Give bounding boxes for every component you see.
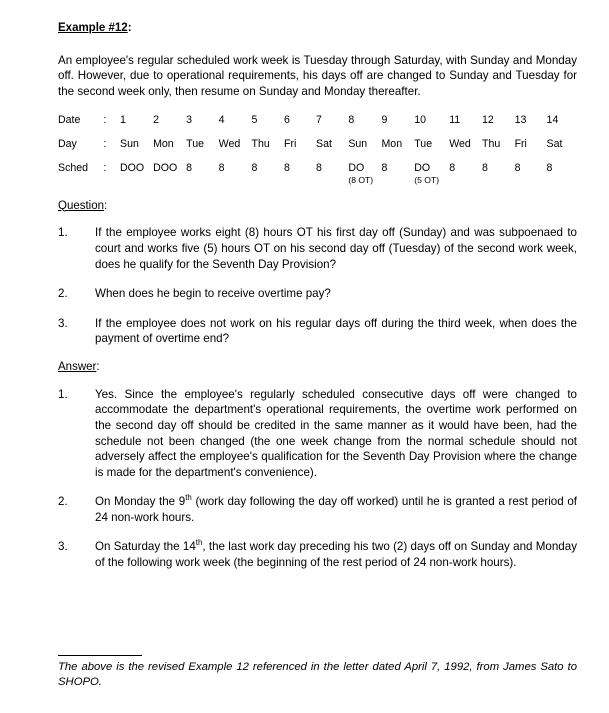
day-cell-10: Tue bbox=[414, 137, 433, 150]
day-cell-2: Mon bbox=[153, 137, 174, 150]
list-item bbox=[58, 539, 577, 570]
date-cell-5: 5 bbox=[251, 113, 258, 126]
sched-main-12: 8 bbox=[482, 161, 488, 174]
sched-cell-2 bbox=[153, 162, 186, 186]
day-cell-13: Fri bbox=[514, 137, 527, 150]
page-title-text: Example #12 bbox=[58, 22, 128, 34]
footnote bbox=[58, 655, 577, 691]
sched-cell-13 bbox=[515, 162, 547, 186]
sched-main-13: 8 bbox=[514, 161, 521, 174]
question-heading-suffix: : bbox=[104, 199, 108, 212]
answer-text-1: Yes. Since the employee's regularly scheduled consecutive days off were changed to accommodate the department's operational requirements, the overtime work performed on the second day off should be credited in the same manner as it would have been, had the schedule not been changed (the one week change from the normal schedule should not adversely affect the employee's qualification for the Seventh Day Provision where the change is made for the department's convenience). bbox=[95, 387, 577, 479]
date-cell-12: 12 bbox=[482, 113, 494, 126]
day-cell-12: Thu bbox=[482, 137, 501, 150]
question-number-2: 2. bbox=[58, 287, 68, 301]
sched-main-6: 8 bbox=[284, 161, 290, 174]
question-section bbox=[58, 200, 579, 347]
question-number-1: 1. bbox=[58, 226, 68, 240]
sched-cell-12 bbox=[482, 162, 515, 186]
sched-main-5: 8 bbox=[251, 161, 258, 174]
sched-cell-1 bbox=[120, 162, 153, 186]
sched-sub-8: (8 OT) bbox=[348, 174, 374, 185]
question-heading bbox=[58, 200, 579, 214]
list-item bbox=[58, 387, 577, 481]
day-cell-5: Thu bbox=[251, 137, 270, 150]
day-cell-14: Sat bbox=[546, 137, 563, 150]
sched-cell-11 bbox=[449, 162, 482, 186]
sched-main-11: 8 bbox=[449, 161, 456, 174]
table-row-sched bbox=[58, 162, 579, 186]
footnote-text: The above is the revised Example 12 referenced in the letter dated April 7, 1992, from James Sato to SHOPO. bbox=[58, 661, 577, 689]
question-text-2: When does he begin to receive overtime pay? bbox=[95, 287, 331, 301]
date-cell-13: 13 bbox=[514, 113, 527, 126]
sched-main-2: DOO bbox=[153, 161, 178, 174]
sched-main-8: DO bbox=[348, 161, 365, 174]
sched-main-1: DOO bbox=[120, 161, 145, 174]
list-item bbox=[58, 494, 577, 525]
sched-main-7: 8 bbox=[316, 161, 322, 174]
question-text-3: If the employee does not work on his regular days off during the third week, when does the payment of overtime end? bbox=[95, 316, 577, 346]
sched-sub-10: (5 OT) bbox=[414, 174, 440, 185]
question-list bbox=[58, 225, 579, 347]
intro-paragraph: An employee's regular scheduled work week is Tuesday through Saturday, with Sunday and Monday off. However, due to operational requirements, his days off are changed to Sunday and Tuesday for the second week only, then resume on Sunday and Monday thereafter. bbox=[58, 53, 577, 98]
sched-cell-10 bbox=[414, 162, 449, 186]
answer-list bbox=[58, 387, 579, 571]
day-cell-7: Sat bbox=[316, 137, 332, 150]
date-cell-10: 10 bbox=[414, 113, 427, 126]
sched-cell-8 bbox=[348, 162, 381, 186]
day-cell-1: Sun bbox=[120, 137, 139, 150]
question-text-1: If the employee works eight (8) hours OT his first day off (Sunday) and was subpoenaed to court and works five (5) hours OT on his second day off (Tuesday) of the second work week, does he qualify for the Seventh Day Provision? bbox=[95, 226, 577, 271]
answer-number-3: 3. bbox=[58, 540, 68, 554]
date-cell-7: 7 bbox=[316, 113, 322, 126]
date-cell-1: 1 bbox=[120, 113, 126, 126]
sched-cell-9 bbox=[381, 162, 414, 186]
date-cell-8: 8 bbox=[348, 113, 355, 126]
answer-ordinal-suffix-3: th bbox=[195, 538, 203, 548]
table-row-day bbox=[58, 138, 579, 162]
day-cell-4: Wed bbox=[218, 137, 241, 150]
row-label-sched: Sched bbox=[58, 161, 89, 174]
sched-cell-6 bbox=[284, 162, 316, 186]
sched-main-10: DO bbox=[414, 161, 431, 174]
list-item bbox=[58, 316, 577, 347]
answer-heading bbox=[58, 361, 579, 375]
date-cell-2: 2 bbox=[153, 113, 159, 126]
sched-main-4: 8 bbox=[218, 161, 225, 174]
answer-number-1: 1. bbox=[58, 387, 68, 401]
answer-text-3-after: , the last work day preceding his two (2) days off on Sunday and Monday of the following work week (the beginning of the rest period of 24 non-work hours). bbox=[95, 540, 578, 570]
sched-cell-14 bbox=[547, 162, 579, 186]
question-heading-text: Question bbox=[58, 199, 105, 212]
sched-main-14: 8 bbox=[546, 161, 553, 174]
answer-text-2-before: On Monday the 9 bbox=[95, 495, 186, 509]
answer-heading-suffix: : bbox=[96, 360, 100, 373]
answer-section bbox=[58, 361, 579, 571]
question-number-3: 3. bbox=[58, 316, 68, 330]
page-title bbox=[58, 22, 579, 36]
answer-text-3-before: On Saturday the 14 bbox=[95, 540, 196, 554]
row-label-date: Date bbox=[58, 113, 81, 126]
schedule-table bbox=[58, 114, 579, 186]
sched-main-3: 8 bbox=[186, 161, 193, 174]
date-cell-11: 11 bbox=[449, 113, 461, 126]
date-cell-4: 4 bbox=[218, 113, 225, 126]
date-cell-14: 14 bbox=[546, 113, 559, 126]
day-cell-9: Mon bbox=[381, 137, 403, 150]
row-colon-day: : bbox=[103, 137, 107, 150]
day-cell-8: Sun bbox=[348, 137, 368, 150]
row-colon-sched: : bbox=[103, 161, 107, 174]
day-cell-11: Wed bbox=[449, 137, 471, 150]
answer-number-2: 2. bbox=[58, 495, 68, 509]
sched-main-9: 8 bbox=[381, 161, 388, 174]
table-row-date bbox=[58, 114, 579, 138]
sched-cell-3 bbox=[186, 162, 219, 186]
answer-heading-text: Answer bbox=[58, 360, 97, 373]
answer-text-2-after: (work day following the day off worked) until he is granted a rest period of 24 non-work hours. bbox=[95, 495, 577, 524]
sched-cell-7 bbox=[316, 162, 348, 186]
row-colon-date: : bbox=[103, 113, 107, 126]
date-cell-6: 6 bbox=[284, 113, 290, 126]
page-title-suffix: : bbox=[127, 22, 132, 34]
date-cell-3: 3 bbox=[186, 113, 193, 126]
sched-cell-5 bbox=[252, 162, 285, 186]
sched-cell-4 bbox=[219, 162, 252, 186]
date-cell-9: 9 bbox=[381, 113, 388, 126]
row-label-day: Day bbox=[58, 137, 77, 150]
day-cell-3: Tue bbox=[186, 137, 205, 150]
answer-ordinal-suffix-2: th bbox=[185, 493, 192, 503]
footnote-separator-rule bbox=[58, 655, 142, 656]
list-item bbox=[58, 225, 577, 272]
list-item bbox=[58, 286, 577, 302]
day-cell-6: Fri bbox=[284, 137, 297, 150]
